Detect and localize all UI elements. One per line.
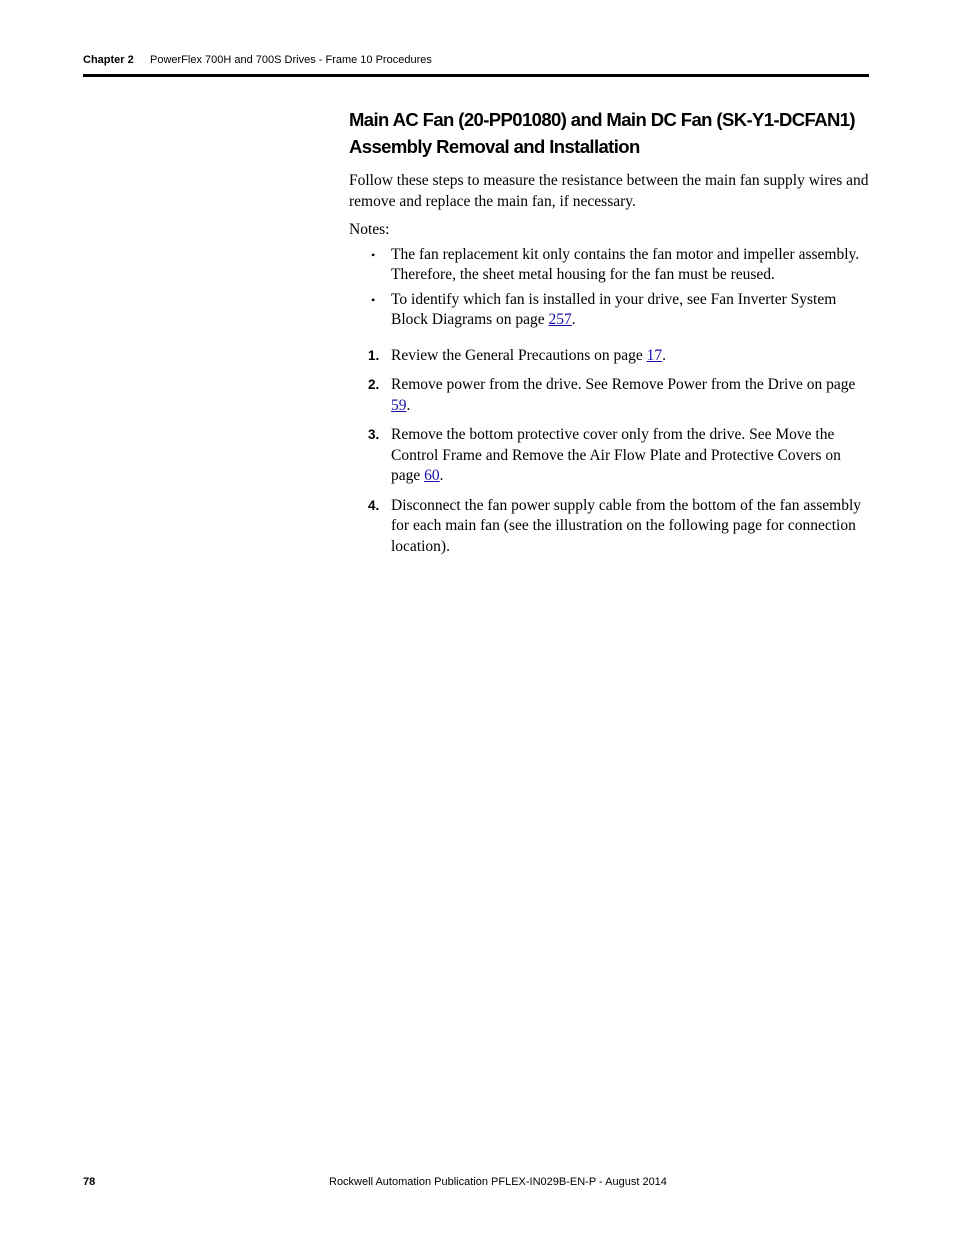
note-text-end: . [571, 311, 576, 328]
step-number: 2. [368, 377, 380, 392]
publication-info: Rockwell Automation Publication PFLEX-IN029B-EN-P - August 2014 [329, 1176, 667, 1188]
step-item [349, 496, 871, 558]
page-link-60[interactable]: 60 [424, 467, 440, 484]
header-rule [83, 74, 869, 77]
step-text-end: . [406, 396, 411, 414]
step-text: Review the General Precautions on page [391, 346, 647, 364]
step-item [349, 375, 871, 416]
step-number: 3. [368, 427, 380, 442]
step-number: 1. [368, 347, 380, 363]
page-link-59[interactable]: 59 [391, 396, 407, 414]
intro-paragraph: Follow these steps to measure the resistance between the main fan supply wires and remove and replace the main fan, if necessary. [349, 172, 869, 210]
step-text-end: . [439, 467, 444, 484]
step-item [349, 425, 871, 487]
page-link-17[interactable]: 17 [646, 346, 663, 364]
running-header [83, 52, 869, 76]
page-number: 78 [83, 1176, 96, 1188]
bullet-icon: • [371, 292, 376, 307]
step-text: Remove the bottom protective cover only from the drive. See Move the Control Frame and Remove the Air Flow Plate and Protective Covers on page [391, 426, 841, 484]
steps-list [349, 346, 871, 558]
main-content [349, 106, 871, 566]
bullet-icon: • [371, 247, 376, 262]
page-footer [83, 1176, 869, 1194]
page-link-257[interactable]: 257 [548, 311, 572, 328]
note-text: The fan replacement kit only contains the fan motor and impeller assembly. Therefore, the sheet metal housing for the fan must be reused. [391, 245, 860, 283]
step-text-end: . [662, 346, 667, 364]
header-title: PowerFlex 700H and 700S Drives - Frame 10 Procedures [150, 54, 432, 66]
notes-label: Notes: [349, 221, 390, 238]
chapter-label: Chapter 2 [83, 54, 134, 66]
note-item [349, 290, 871, 331]
step-text: Disconnect the fan power supply cable from the bottom of the fan assembly for each main fan (see the illustration on the following page for connection location). [391, 496, 862, 555]
step-text: Remove power from the drive. See Remove Power from the Drive on page [391, 376, 856, 393]
section-title: Main AC Fan (20-PP01080) and Main DC Fan (SK-Y1-DCFAN1) Assembly Removal and Installation [349, 109, 855, 157]
notes-list [349, 245, 871, 331]
step-number: 4. [368, 497, 380, 513]
note-text: To identify which fan is installed in your drive, see Fan Inverter System Block Diagrams on page [391, 290, 837, 328]
note-item [349, 245, 871, 286]
step-item [349, 346, 871, 367]
